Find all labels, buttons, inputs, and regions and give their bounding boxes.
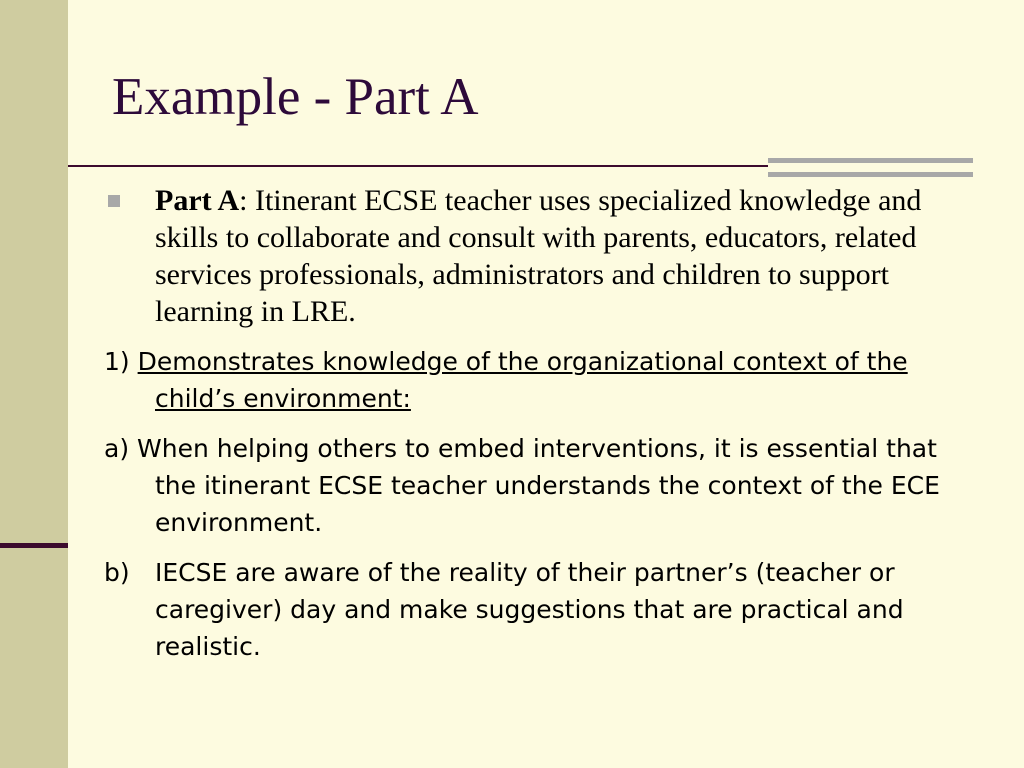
slide-body xyxy=(104,182,974,665)
bullet-item-part-a xyxy=(104,182,974,330)
divider-accent-bar-bottom xyxy=(768,172,973,177)
item-1 xyxy=(104,343,974,417)
bullet-text: : Itinerant ECSE teacher uses specialized knowledge and skills to collaborate and consult with parents, educators, related services professionals, administrators and children to support learning in LRE. xyxy=(155,184,922,328)
item-b-marker: b) xyxy=(104,558,130,587)
item-1-marker: 1) xyxy=(104,347,138,376)
divider-accent-bar-top xyxy=(768,158,973,163)
title-divider-line xyxy=(68,165,768,167)
item-a-text: When helping others to embed interventions, it is essential that the itinerant ECSE teacher understands the context of the ECE environment. xyxy=(137,434,940,537)
left-accent-line xyxy=(0,543,68,548)
item-a-marker: a) xyxy=(104,434,138,463)
item-b xyxy=(104,554,974,665)
item-1-text: Demonstrates knowledge of the organizational context of the child’s environment: xyxy=(137,347,908,413)
bullet-label: Part A xyxy=(155,184,240,217)
item-b-text: IECSE are aware of the reality of their partner’s (teacher or caregiver) day and make suggestions that are practical and realistic. xyxy=(155,558,904,661)
left-decorative-band xyxy=(0,0,68,768)
square-bullet-icon xyxy=(108,195,120,207)
item-a xyxy=(104,430,974,541)
slide-title: Example - Part A xyxy=(112,68,479,126)
